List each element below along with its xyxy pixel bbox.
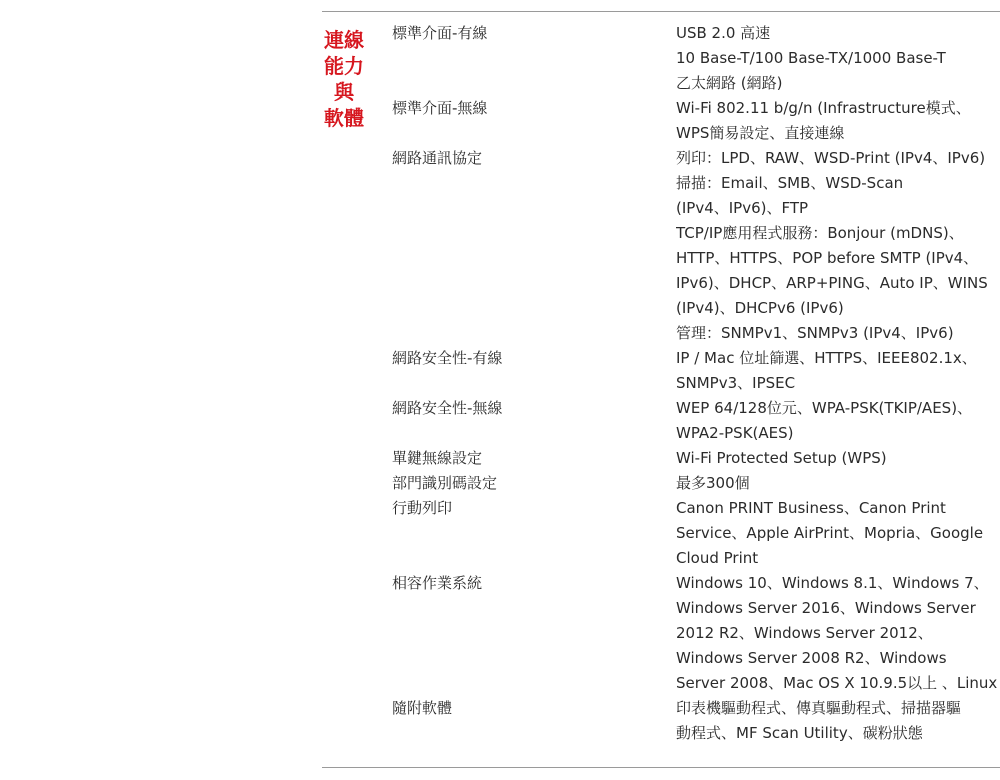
spec-value-line: Wi-Fi 802.11 b/g/n (Infrastructure模式、: [676, 99, 971, 117]
spec-label-compatible-os: 相容作業系統: [392, 574, 483, 592]
spec-value-line: 列印：LPD、RAW、WSD-Print (IPv4、IPv6): [676, 149, 986, 167]
spec-value-line: Service、Apple AirPrint、Mopria、Google: [676, 524, 984, 542]
spec-value-line: WEP 64/128位元、WPA-PSK(TKIP/AES)、: [676, 399, 973, 417]
spec-label-wireless-interface: 標準介面-無線: [392, 99, 488, 117]
spec-value-mobile-printing: [676, 496, 1000, 571]
spec-value-line: SNMPv3、IPSEC: [676, 374, 796, 392]
bottom-divider: [322, 767, 1000, 768]
spec-label-bundled-software: 隨附軟體: [392, 699, 453, 717]
section-title: [320, 27, 368, 131]
spec-label-one-touch-wireless: 單鍵無線設定: [392, 449, 483, 467]
spec-value-line: 2012 R2、Windows Server 2012、: [676, 624, 933, 642]
section-title-line: 軟體: [324, 106, 364, 130]
spec-label-wired-interface: 標準介面-有線: [392, 24, 488, 42]
spec-value-line: Server 2008、Mac OS X 10.9.5以上 、Linux: [676, 674, 998, 692]
spec-value-line: USB 2.0 高速: [676, 24, 771, 42]
spec-value-one-touch-wireless: [676, 446, 1000, 471]
section-title-line: 連線: [324, 28, 364, 52]
spec-value-line: Canon PRINT Business、Canon Print: [676, 499, 946, 517]
spec-value-line: IPv6)、DHCP、ARP+PING、Auto IP、WINS: [676, 274, 988, 292]
spec-value-line: 管理：SNMPv1、SNMPv3 (IPv4、IPv6): [676, 324, 954, 342]
spec-value-line: 印表機驅動程式、傳真驅動程式、掃描器驅: [676, 699, 962, 717]
section-title-line: 與: [334, 80, 354, 104]
spec-value-line: Wi-Fi Protected Setup (WPS): [676, 449, 887, 467]
spec-value-line: TCP/IP應用程式服務：Bonjour (mDNS)、: [676, 224, 964, 242]
spec-value-line: WPA2-PSK(AES): [676, 424, 794, 442]
spec-value-line: IP / Mac 位址篩選、HTTPS、IEEE802.1x、: [676, 349, 977, 367]
spec-value-line: 10 Base-T/100 Base-TX/1000 Base-T: [676, 49, 946, 67]
spec-value-wireless-security: [676, 396, 1000, 446]
spec-label-mobile-printing: 行動列印: [392, 499, 453, 517]
spec-value-line: WPS簡易設定、直接連線: [676, 124, 845, 142]
spec-value-line: 掃描：Email、SMB、WSD-Scan: [676, 174, 904, 192]
spec-value-line: 最多300個: [676, 474, 750, 492]
spec-label-wireless-security: 網路安全性-無線: [392, 399, 503, 417]
spec-value-bundled-software: [676, 696, 1000, 746]
spec-value-wireless-interface: [676, 96, 1000, 146]
spec-label-department-id: 部門識別碼設定: [392, 474, 498, 492]
spec-value-network-protocols: [676, 146, 1000, 346]
spec-value-line: 乙太網路 (網路): [676, 74, 783, 92]
spec-value-line: Windows 10、Windows 8.1、Windows 7、: [676, 574, 989, 592]
spec-value-line: Windows Server 2016、Windows Server: [676, 599, 976, 617]
spec-value-line: (IPv4、IPv6)、FTP: [676, 199, 809, 217]
spec-label-wired-security: 網路安全性-有線: [392, 349, 503, 367]
spec-value-department-id: [676, 471, 1000, 496]
spec-value-compatible-os: [676, 571, 1000, 696]
spec-value-wired-interface: [676, 21, 1000, 96]
spec-value-line: 動程式、MF Scan Utility、碳粉狀態: [676, 724, 923, 742]
spec-label-network-protocols: 網路通訊協定: [392, 149, 483, 167]
spec-value-line: Windows Server 2008 R2、Windows: [676, 649, 947, 667]
spec-value-line: Cloud Print: [676, 549, 759, 567]
spec-value-line: (IPv4)、DHCPv6 (IPv6): [676, 299, 844, 317]
top-divider: [322, 11, 1000, 12]
section-title-line: 能力: [324, 54, 364, 78]
spec-value-line: HTTP、HTTPS、POP before SMTP (IPv4、: [676, 249, 979, 267]
spec-value-wired-security: [676, 346, 1000, 396]
